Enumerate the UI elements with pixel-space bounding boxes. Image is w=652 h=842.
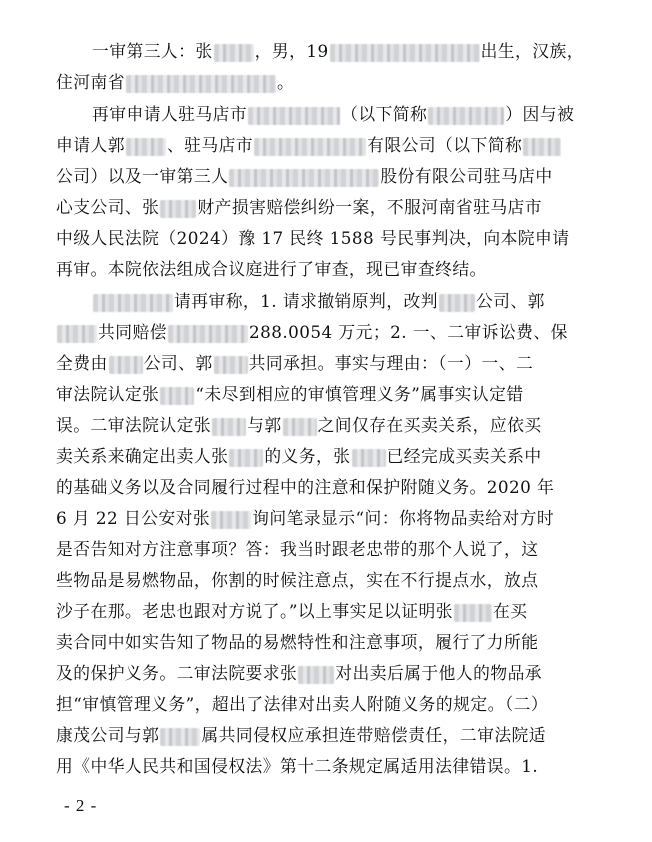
text-line bbox=[56, 720, 604, 751]
redaction-block bbox=[109, 356, 143, 374]
text-segment: 288.0054 万元；2. 一、二审诉讼费、保 bbox=[248, 322, 568, 342]
text-segment: 康茂公司与郭 bbox=[56, 725, 160, 745]
text-segment: 已经完成买卖关系中 bbox=[386, 446, 542, 466]
text-segment: 沙子在那。老忠也跟对方说了。”以上事实足以证明张 bbox=[56, 601, 453, 621]
text-line bbox=[56, 410, 604, 441]
text-line bbox=[56, 627, 604, 658]
text-line bbox=[56, 658, 604, 689]
redaction-block bbox=[57, 325, 97, 343]
text-line bbox=[56, 223, 604, 254]
redaction-block bbox=[126, 138, 166, 156]
document-body bbox=[56, 36, 604, 783]
redaction-block bbox=[283, 418, 317, 436]
text-line bbox=[56, 161, 604, 192]
redaction-block bbox=[298, 666, 334, 684]
text-segment: 财产损害赔偿纠纷一案，不服河南省驻马店市 bbox=[197, 197, 543, 217]
text-segment: 卖合同中如实告知了物品的易燃特性和注意事项，履行了力所能 bbox=[56, 632, 539, 652]
redaction-block bbox=[254, 138, 366, 156]
text-line bbox=[56, 565, 604, 596]
text-segment: 之间仅存在买卖关系，应依买 bbox=[317, 415, 542, 435]
text-segment: 属共同侵权应承担连带赔偿责任，二审法院适 bbox=[201, 725, 547, 745]
text-segment: 是否告知对方注意事项？答：我当时跟老忠带的那个人说了，这 bbox=[56, 539, 539, 559]
text-segment: 有限公司（以下简称 bbox=[367, 135, 523, 155]
text-segment: 的基础义务以及合同履行过程中的注意和保护附随义务。2020 年 bbox=[56, 477, 555, 497]
redaction-block bbox=[168, 325, 248, 343]
text-segment: 共同赔偿 bbox=[98, 322, 167, 342]
text-segment: 的义务，张 bbox=[264, 446, 351, 466]
paragraph-retrial-applicant bbox=[56, 99, 604, 285]
text-segment: 公司、郭 bbox=[143, 353, 213, 373]
text-segment: 出生，汉族， bbox=[480, 41, 584, 61]
text-segment: 、驻马店市 bbox=[166, 135, 254, 155]
text-segment: 6 月 22 日公安对张 bbox=[56, 508, 211, 528]
text-line bbox=[56, 596, 604, 627]
redaction-block bbox=[523, 138, 561, 156]
text-line bbox=[56, 689, 604, 720]
redaction-block bbox=[211, 511, 251, 529]
text-segment: ）因与被 bbox=[505, 104, 575, 124]
text-line bbox=[56, 99, 604, 130]
text-segment: 再审。本院依法组成合议庭进行了审查，现已审查终结。 bbox=[56, 259, 487, 279]
text-segment: 共同承担。事实与理由：（一）一、二 bbox=[248, 353, 534, 373]
text-segment: 。 bbox=[276, 72, 295, 92]
redaction-block bbox=[160, 387, 194, 405]
redaction-block bbox=[212, 418, 246, 436]
text-segment: 心支公司、张 bbox=[56, 197, 160, 217]
text-line bbox=[56, 751, 604, 782]
text-line bbox=[56, 192, 604, 223]
redaction-block bbox=[160, 728, 200, 746]
text-segment: 及的保护义务。二审法院要求张 bbox=[56, 663, 298, 683]
text-line bbox=[56, 36, 604, 67]
text-line bbox=[56, 379, 604, 410]
text-segment: 公司、郭 bbox=[475, 291, 545, 311]
text-segment: 公司）以及一审第三人 bbox=[56, 166, 229, 186]
text-segment: 中级人民法院（2024）豫 17 民终 1588 号民事判决，向本院申请 bbox=[56, 228, 570, 248]
redaction-block bbox=[330, 44, 480, 62]
text-segment: 申请人郭 bbox=[56, 135, 125, 155]
redaction-block bbox=[229, 169, 379, 187]
text-segment: 再审申请人驻马店市 bbox=[92, 104, 248, 124]
text-segment: 些物品是易燃物品，你割的时候注意点，实在不行提点水，放点 bbox=[56, 570, 539, 590]
text-line bbox=[56, 534, 604, 565]
text-segment: 一审第三人：张 bbox=[92, 41, 213, 61]
text-segment: 误。二审法院认定张 bbox=[56, 415, 212, 435]
text-segment: 担“审慎管理义务”，超出了法律对出卖人附随义务的规定。（二） bbox=[56, 694, 549, 714]
text-segment: 住河南省 bbox=[56, 72, 125, 92]
text-segment: ，男，19 bbox=[254, 41, 329, 61]
redaction-block bbox=[214, 44, 254, 62]
text-segment: “未尽到相应的审慎管理义务”属事实认定错 bbox=[195, 384, 524, 404]
text-segment: （以下简称 bbox=[341, 104, 428, 124]
redaction-block bbox=[126, 75, 276, 93]
text-segment: 卖关系来确定出卖人张 bbox=[56, 446, 229, 466]
text-line bbox=[56, 317, 604, 348]
redaction-block bbox=[229, 449, 263, 467]
text-segment: 审法院认定张 bbox=[56, 384, 160, 404]
text-segment: 在买 bbox=[492, 601, 528, 621]
page-number: - 2 - bbox=[64, 796, 98, 815]
text-line bbox=[56, 67, 604, 98]
redaction-block bbox=[160, 200, 196, 218]
text-segment: 询问笔录显示“问：你将物品卖给对方时 bbox=[252, 508, 555, 528]
text-segment: 请再审称，1. 请求撤销原判，改判 bbox=[174, 291, 438, 311]
text-line bbox=[56, 472, 604, 503]
redaction-block bbox=[428, 107, 504, 125]
text-segment: 与郭 bbox=[247, 415, 282, 435]
text-line bbox=[56, 503, 604, 534]
redaction-block bbox=[214, 356, 248, 374]
text-line bbox=[56, 130, 604, 161]
text-line bbox=[56, 286, 604, 317]
paragraph-retrial-claims bbox=[56, 286, 604, 782]
text-line bbox=[56, 254, 604, 285]
text-segment: 股份有限公司驻马店中 bbox=[380, 166, 553, 186]
text-line bbox=[56, 348, 604, 379]
redaction-block bbox=[454, 604, 492, 622]
redaction-block bbox=[352, 449, 386, 467]
text-segment: 对出卖后属于他人的物品承 bbox=[335, 663, 543, 683]
redaction-block bbox=[248, 107, 340, 125]
redaction-block bbox=[93, 294, 173, 312]
text-segment: 全费由 bbox=[56, 353, 108, 373]
redaction-block bbox=[439, 294, 475, 312]
text-segment: 用《中华人民共和国侵权法》第十二条规定属适用法律错误。1. bbox=[56, 756, 539, 776]
text-line bbox=[56, 441, 604, 472]
paragraph-third-party bbox=[56, 36, 604, 98]
